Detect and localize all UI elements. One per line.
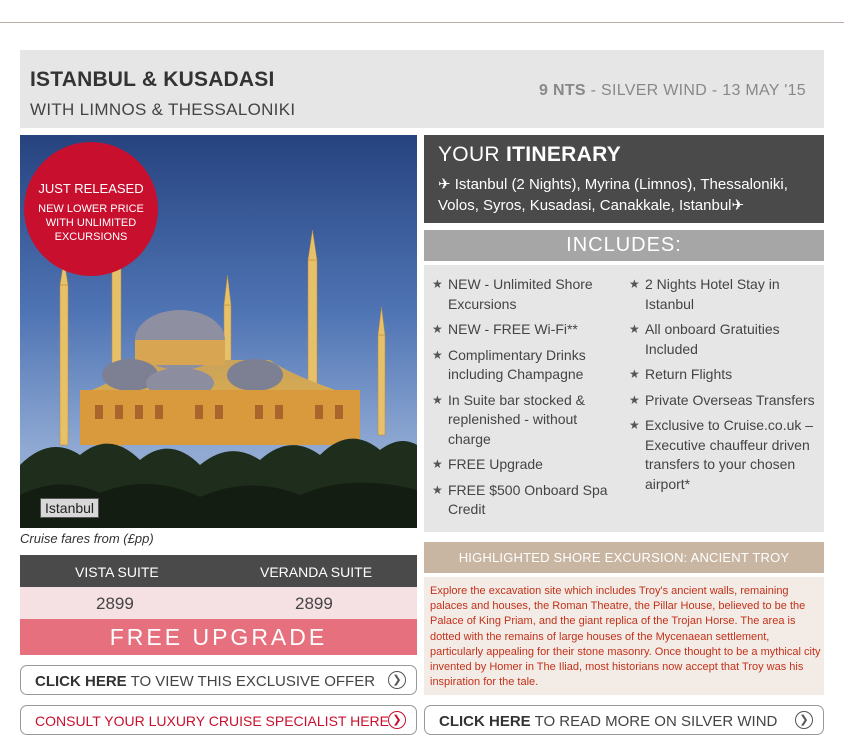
star-icon: ★ — [629, 322, 640, 336]
nights-count: 9 NTS — [539, 82, 586, 99]
view-offer-button[interactable] — [20, 665, 417, 695]
includes-heading: INCLUDES: — [424, 230, 824, 261]
include-item: ★ 2 Nights Hotel Stay in Istanbul — [629, 276, 780, 312]
includes-column-right — [629, 275, 819, 500]
read-more-bold: CLICK HERE — [439, 713, 531, 730]
chevron-right-icon: ❯ — [388, 711, 406, 729]
chevron-right-icon: ❯ — [388, 671, 406, 689]
itinerary-heading-bold: ITINERARY — [506, 143, 622, 166]
star-icon: ★ — [629, 392, 640, 407]
suite-name-veranda: VERANDA SUITE — [260, 564, 373, 580]
cruise-subtitle: WITH LIMNOS & THESSALONIKI — [30, 100, 296, 119]
suite-price-row — [20, 587, 417, 619]
shore-excursion-heading: HIGHLIGHTED SHORE EXCURSION: ANCIENT TROY — [424, 542, 824, 573]
ship-and-date: - SILVER WIND - 13 MAY '15 — [585, 82, 806, 99]
include-item: ★ Return Flights — [629, 365, 819, 385]
include-item: ★ Complimentary Drinks including Champagne — [432, 346, 586, 382]
badge-headline: JUST RELEASED — [38, 181, 144, 196]
itinerary-heading-light: YOUR — [438, 143, 507, 166]
consult-specialist-button[interactable] — [20, 705, 417, 735]
star-icon: ★ — [432, 347, 443, 362]
star-icon: ★ — [432, 392, 443, 407]
itinerary-panel — [424, 135, 824, 223]
photo-caption: Istanbul — [40, 498, 99, 518]
view-offer-text: TO VIEW THIS EXCLUSIVE OFFER — [126, 673, 376, 690]
include-item: ★ All onboard Gratuities Included — [629, 321, 780, 357]
view-offer-bold: CLICK HERE — [35, 673, 127, 690]
itinerary-heading — [438, 143, 621, 167]
just-released-badge — [24, 142, 158, 276]
read-more-silver-wind-button[interactable] — [424, 705, 824, 735]
includes-column-left — [432, 275, 617, 526]
star-icon: ★ — [629, 418, 640, 432]
suite-price-vista: 2899 — [96, 594, 134, 613]
suite-header-row — [20, 555, 417, 587]
free-upgrade-banner: FREE UPGRADE — [20, 619, 417, 655]
chevron-right-icon: ❯ — [795, 711, 813, 729]
itinerary-route: ✈ Istanbul (2 Nights), Myrina (Limnos), Thessaloniki, Volos, Syros, Kusadasi, Canakkale, Istanbul✈ — [438, 176, 788, 214]
star-icon: ★ — [432, 322, 443, 336]
star-icon: ★ — [432, 457, 443, 471]
cruise-meta — [539, 82, 806, 100]
include-item: ★ NEW - Unlimited Shore Excursions — [432, 276, 593, 312]
cruise-header — [20, 50, 824, 128]
suite-price-veranda: 2899 — [295, 594, 333, 613]
badge-line-excursions: EXCURSIONS — [54, 231, 128, 243]
suite-name-vista: VISTA SUITE — [75, 564, 159, 580]
read-more-text: TO READ MORE ON SILVER WIND — [530, 713, 778, 730]
star-icon: ★ — [432, 277, 443, 291]
badge-line-price: NEW LOWER PRICE — [38, 203, 144, 215]
badge-detail — [24, 202, 158, 244]
star-icon: ★ — [432, 482, 443, 497]
consult-specialist-label: CONSULT YOUR LUXURY CRUISE SPECIALIST HERE — [35, 713, 389, 729]
shore-excursion-description: Explore the excavation site which includes Troy's ancient walls, remaining palaces and houses, the Roman Theatre, the Pillar House, believed to be the Palace of King Priam, and the giant replica of the Trojan Horse. The area is dotted with the remains of large houses of the Mycenaean settlement, particularly appealing for their stone masonry. Once thought to be a mythical city invented by Homer in The Iliad, most historians now accept that Troy was his inspiration for the tale. — [430, 585, 821, 689]
include-item: ★ NEW - FREE Wi-Fi** — [432, 320, 617, 340]
badge-line-unlimited: WITH UNLIMITED — [45, 217, 137, 229]
shore-excursion-panel — [424, 577, 824, 695]
star-icon: ★ — [629, 277, 640, 291]
include-item: ★ FREE $500 Onboard Spa Credit — [432, 481, 608, 517]
include-item: ★ In Suite bar stocked & replenished - without charge — [432, 391, 585, 447]
top-divider — [0, 22, 844, 23]
cruise-title: ISTANBUL & KUSADASI — [30, 68, 275, 91]
includes-list — [424, 265, 824, 532]
include-item: ★ Private Overseas Transfers — [629, 391, 819, 411]
star-icon: ★ — [629, 367, 640, 381]
fares-from-label: Cruise fares from (£pp) — [20, 531, 154, 546]
include-item: ★ FREE Upgrade — [432, 455, 617, 475]
include-item: ★ Exclusive to Cruise.co.uk – Executive chauffeur driven transfers to your chosen airport* — [629, 417, 814, 492]
